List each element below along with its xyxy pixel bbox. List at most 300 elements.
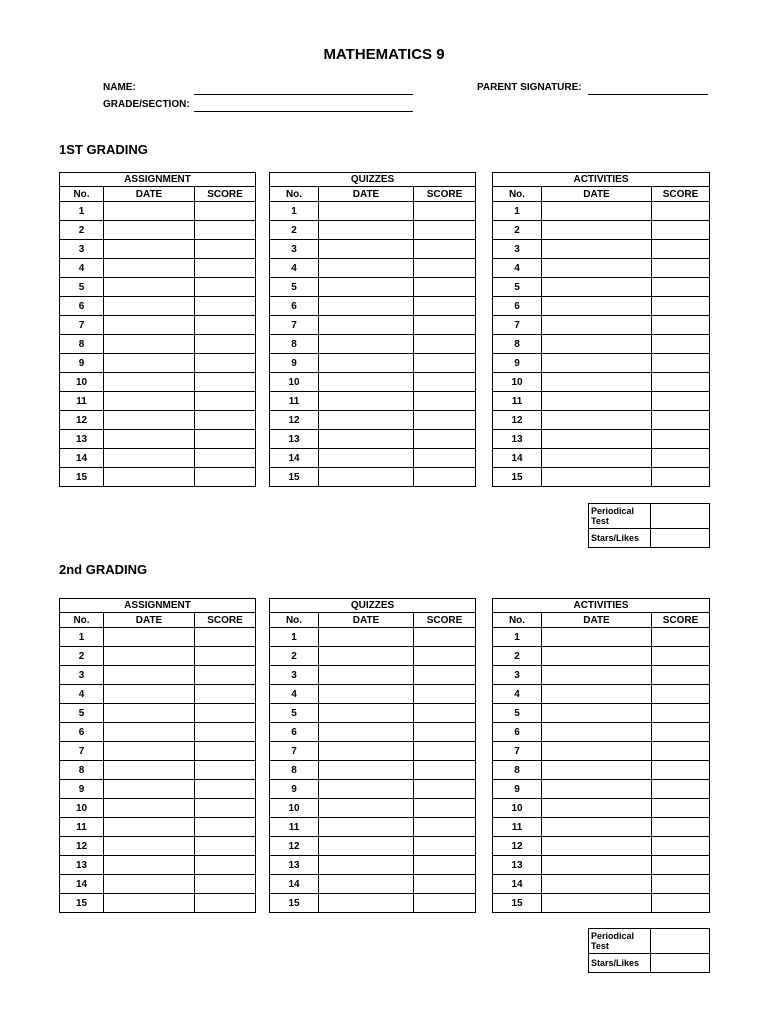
- score-cell[interactable]: [414, 221, 476, 240]
- date-cell[interactable]: [319, 430, 414, 449]
- score-cell[interactable]: [652, 742, 710, 761]
- column-header-no: No.: [493, 187, 542, 202]
- row-number: 8: [60, 761, 104, 780]
- score-cell[interactable]: [414, 335, 476, 354]
- date-cell[interactable]: [104, 411, 195, 430]
- table-row: [270, 780, 476, 799]
- date-cell[interactable]: [104, 666, 195, 685]
- date-cell[interactable]: [104, 894, 195, 913]
- grade-section-field[interactable]: [194, 111, 413, 112]
- row-number: 8: [493, 335, 542, 354]
- date-cell[interactable]: [319, 875, 414, 894]
- table-row: [493, 799, 710, 818]
- date-cell[interactable]: [542, 799, 652, 818]
- periodical-test-score[interactable]: [651, 929, 710, 954]
- score-cell[interactable]: [652, 894, 710, 913]
- assignment-header: ASSIGNMENT: [60, 173, 256, 187]
- score-cell[interactable]: [652, 628, 710, 647]
- date-cell[interactable]: [104, 723, 195, 742]
- date-cell[interactable]: [319, 392, 414, 411]
- row-number: 11: [493, 818, 542, 837]
- date-cell[interactable]: [542, 875, 652, 894]
- score-cell[interactable]: [414, 685, 476, 704]
- row-number: 3: [493, 666, 542, 685]
- table-row: [60, 628, 256, 647]
- row-number: 1: [60, 202, 104, 221]
- row-number: 8: [270, 761, 319, 780]
- date-cell[interactable]: [104, 297, 195, 316]
- score-cell[interactable]: [652, 411, 710, 430]
- table-row: [60, 647, 256, 666]
- row-number: 9: [493, 354, 542, 373]
- score-cell[interactable]: [195, 799, 256, 818]
- date-cell[interactable]: [319, 316, 414, 335]
- date-cell[interactable]: [319, 704, 414, 723]
- table-row: [493, 704, 710, 723]
- score-cell[interactable]: [414, 259, 476, 278]
- score-cell[interactable]: [195, 856, 256, 875]
- score-cell[interactable]: [195, 335, 256, 354]
- date-cell[interactable]: [542, 742, 652, 761]
- date-cell[interactable]: [104, 875, 195, 894]
- date-cell[interactable]: [104, 761, 195, 780]
- score-cell[interactable]: [414, 628, 476, 647]
- table-row: [270, 316, 476, 335]
- score-cell[interactable]: [195, 221, 256, 240]
- date-cell[interactable]: [104, 202, 195, 221]
- score-cell[interactable]: [414, 742, 476, 761]
- parent-signature-field[interactable]: [588, 94, 708, 95]
- score-cell[interactable]: [652, 761, 710, 780]
- date-cell[interactable]: [104, 704, 195, 723]
- table-row: [60, 240, 256, 259]
- date-cell[interactable]: [542, 373, 652, 392]
- score-cell[interactable]: [652, 297, 710, 316]
- row-number: 5: [270, 278, 319, 297]
- stars-likes-score[interactable]: [651, 954, 710, 973]
- score-cell[interactable]: [195, 875, 256, 894]
- score-cell[interactable]: [652, 666, 710, 685]
- score-cell[interactable]: [195, 723, 256, 742]
- score-cell[interactable]: [652, 799, 710, 818]
- date-cell[interactable]: [319, 411, 414, 430]
- score-cell[interactable]: [652, 723, 710, 742]
- row-number: 3: [60, 666, 104, 685]
- date-cell[interactable]: [104, 856, 195, 875]
- row-number: 12: [270, 411, 319, 430]
- score-cell[interactable]: [414, 240, 476, 259]
- table-row: [493, 411, 710, 430]
- date-cell[interactable]: [542, 685, 652, 704]
- stars-likes-label: Stars/Likes: [589, 954, 651, 973]
- score-cell[interactable]: [414, 856, 476, 875]
- score-cell[interactable]: [652, 335, 710, 354]
- score-cell[interactable]: [414, 761, 476, 780]
- column-header-date: DATE: [319, 613, 414, 628]
- table-row: [270, 411, 476, 430]
- date-cell[interactable]: [319, 761, 414, 780]
- column-header-score: SCORE: [652, 613, 710, 628]
- table-row: [493, 297, 710, 316]
- row-number: 1: [270, 202, 319, 221]
- score-cell[interactable]: [414, 468, 476, 487]
- date-cell[interactable]: [104, 335, 195, 354]
- table-row: [493, 316, 710, 335]
- column-header-score: SCORE: [414, 187, 476, 202]
- row-number: 4: [270, 259, 319, 278]
- score-cell[interactable]: [195, 297, 256, 316]
- date-cell[interactable]: [542, 856, 652, 875]
- date-cell[interactable]: [319, 202, 414, 221]
- score-cell[interactable]: [652, 316, 710, 335]
- score-cell[interactable]: [195, 316, 256, 335]
- table-row: [493, 392, 710, 411]
- table-row: [270, 430, 476, 449]
- table-row: [493, 628, 710, 647]
- score-cell[interactable]: [195, 354, 256, 373]
- date-cell[interactable]: [104, 818, 195, 837]
- column-header-date: DATE: [104, 187, 195, 202]
- score-cell[interactable]: [195, 818, 256, 837]
- date-cell[interactable]: [542, 723, 652, 742]
- date-cell[interactable]: [319, 297, 414, 316]
- score-cell[interactable]: [195, 666, 256, 685]
- table-row: [270, 818, 476, 837]
- score-cell[interactable]: [652, 818, 710, 837]
- score-cell[interactable]: [414, 875, 476, 894]
- score-cell[interactable]: [195, 449, 256, 468]
- table-row: [270, 666, 476, 685]
- score-cell[interactable]: [652, 468, 710, 487]
- table-row: [270, 628, 476, 647]
- row-number: 3: [270, 666, 319, 685]
- date-cell[interactable]: [319, 837, 414, 856]
- row-number: 7: [60, 316, 104, 335]
- date-cell[interactable]: [104, 278, 195, 297]
- score-cell[interactable]: [195, 742, 256, 761]
- date-cell[interactable]: [319, 240, 414, 259]
- date-cell[interactable]: [319, 742, 414, 761]
- date-cell[interactable]: [319, 723, 414, 742]
- date-cell[interactable]: [542, 316, 652, 335]
- table-row: [270, 894, 476, 913]
- score-cell[interactable]: [652, 373, 710, 392]
- score-cell[interactable]: [195, 761, 256, 780]
- score-cell[interactable]: [414, 449, 476, 468]
- date-cell[interactable]: [542, 392, 652, 411]
- date-cell[interactable]: [542, 704, 652, 723]
- row-number: 2: [493, 647, 542, 666]
- score-cell[interactable]: [414, 354, 476, 373]
- score-cell[interactable]: [414, 430, 476, 449]
- date-cell[interactable]: [542, 278, 652, 297]
- table-row: [270, 723, 476, 742]
- date-cell[interactable]: [104, 742, 195, 761]
- score-cell[interactable]: [652, 392, 710, 411]
- row-number: 1: [493, 202, 542, 221]
- score-cell[interactable]: [652, 354, 710, 373]
- score-cell[interactable]: [195, 259, 256, 278]
- score-cell[interactable]: [652, 278, 710, 297]
- date-cell[interactable]: [104, 780, 195, 799]
- date-cell[interactable]: [542, 468, 652, 487]
- score-cell[interactable]: [414, 818, 476, 837]
- table-row: [60, 373, 256, 392]
- table-row: [60, 202, 256, 221]
- date-cell[interactable]: [542, 297, 652, 316]
- row-number: 1: [60, 628, 104, 647]
- table-row: [270, 704, 476, 723]
- date-cell[interactable]: [319, 894, 414, 913]
- score-cell[interactable]: [414, 278, 476, 297]
- date-cell[interactable]: [542, 449, 652, 468]
- row-number: 6: [270, 723, 319, 742]
- table-row: [270, 761, 476, 780]
- row-number: 14: [493, 449, 542, 468]
- row-number: 11: [270, 818, 319, 837]
- score-cell[interactable]: [652, 221, 710, 240]
- score-cell[interactable]: [652, 430, 710, 449]
- date-cell[interactable]: [542, 202, 652, 221]
- score-cell[interactable]: [414, 202, 476, 221]
- row-number: 6: [493, 297, 542, 316]
- date-cell[interactable]: [319, 628, 414, 647]
- date-cell[interactable]: [319, 449, 414, 468]
- date-cell[interactable]: [319, 818, 414, 837]
- quizzes-header: QUIZZES: [270, 599, 476, 613]
- grading-heading: 2nd GRADING: [59, 562, 148, 577]
- row-number: 13: [270, 856, 319, 875]
- score-cell[interactable]: [414, 780, 476, 799]
- score-cell[interactable]: [195, 373, 256, 392]
- score-cell[interactable]: [195, 240, 256, 259]
- score-cell[interactable]: [195, 411, 256, 430]
- row-number: 14: [270, 449, 319, 468]
- score-cell[interactable]: [414, 411, 476, 430]
- date-cell[interactable]: [104, 240, 195, 259]
- row-number: 11: [60, 392, 104, 411]
- date-cell[interactable]: [319, 221, 414, 240]
- score-cell[interactable]: [652, 259, 710, 278]
- row-number: 10: [493, 799, 542, 818]
- date-cell[interactable]: [104, 837, 195, 856]
- row-number: 12: [60, 837, 104, 856]
- table-row: [493, 373, 710, 392]
- date-cell[interactable]: [319, 666, 414, 685]
- table-row: [60, 392, 256, 411]
- row-number: 6: [60, 723, 104, 742]
- score-cell[interactable]: [195, 780, 256, 799]
- score-cell[interactable]: [414, 894, 476, 913]
- date-cell[interactable]: [104, 647, 195, 666]
- score-cell[interactable]: [195, 430, 256, 449]
- row-number: 15: [493, 894, 542, 913]
- date-cell[interactable]: [542, 780, 652, 799]
- row-number: 7: [270, 742, 319, 761]
- date-cell[interactable]: [319, 856, 414, 875]
- table-row: [493, 742, 710, 761]
- score-cell[interactable]: [195, 685, 256, 704]
- date-cell[interactable]: [104, 392, 195, 411]
- date-cell[interactable]: [319, 278, 414, 297]
- table-row: [270, 856, 476, 875]
- row-number: 3: [270, 240, 319, 259]
- table-row: [493, 278, 710, 297]
- date-cell[interactable]: [104, 373, 195, 392]
- column-header-date: DATE: [319, 187, 414, 202]
- score-cell[interactable]: [414, 704, 476, 723]
- score-cell[interactable]: [652, 780, 710, 799]
- date-cell[interactable]: [542, 837, 652, 856]
- date-cell[interactable]: [542, 354, 652, 373]
- row-number: 9: [60, 780, 104, 799]
- table-row: [60, 259, 256, 278]
- row-number: 12: [493, 837, 542, 856]
- table-row: [270, 221, 476, 240]
- activities-table: [492, 598, 710, 913]
- date-cell[interactable]: [542, 894, 652, 913]
- table-row: [270, 202, 476, 221]
- row-number: 9: [493, 780, 542, 799]
- stars-likes-label: Stars/Likes: [589, 529, 651, 548]
- date-cell[interactable]: [104, 221, 195, 240]
- date-cell[interactable]: [542, 628, 652, 647]
- score-cell[interactable]: [195, 837, 256, 856]
- score-cell[interactable]: [414, 666, 476, 685]
- table-row: [270, 240, 476, 259]
- date-cell[interactable]: [319, 468, 414, 487]
- column-header-date: DATE: [104, 613, 195, 628]
- date-cell[interactable]: [104, 628, 195, 647]
- score-cell[interactable]: [414, 297, 476, 316]
- date-cell[interactable]: [542, 647, 652, 666]
- date-cell[interactable]: [104, 449, 195, 468]
- row-number: 12: [493, 411, 542, 430]
- date-cell[interactable]: [542, 335, 652, 354]
- quizzes-header: QUIZZES: [270, 173, 476, 187]
- date-cell[interactable]: [104, 316, 195, 335]
- score-cell[interactable]: [652, 240, 710, 259]
- table-row: [270, 449, 476, 468]
- table-row: [60, 278, 256, 297]
- name-field[interactable]: [194, 94, 413, 95]
- table-row: [493, 685, 710, 704]
- row-number: 4: [60, 259, 104, 278]
- row-number: 2: [270, 221, 319, 240]
- row-number: 2: [493, 221, 542, 240]
- date-cell[interactable]: [319, 373, 414, 392]
- date-cell[interactable]: [319, 259, 414, 278]
- date-cell[interactable]: [104, 685, 195, 704]
- table-row: [270, 392, 476, 411]
- date-cell[interactable]: [542, 259, 652, 278]
- score-cell[interactable]: [652, 875, 710, 894]
- date-cell[interactable]: [319, 799, 414, 818]
- table-row: [270, 335, 476, 354]
- grade-section-label: GRADE/SECTION:: [103, 99, 190, 110]
- score-cell[interactable]: [652, 704, 710, 723]
- date-cell[interactable]: [542, 221, 652, 240]
- table-row: [60, 666, 256, 685]
- score-cell[interactable]: [652, 837, 710, 856]
- score-cell[interactable]: [652, 685, 710, 704]
- table-row: [270, 685, 476, 704]
- grading-heading: 1ST GRADING: [59, 142, 148, 157]
- score-cell[interactable]: [414, 316, 476, 335]
- date-cell[interactable]: [542, 240, 652, 259]
- row-number: 3: [493, 240, 542, 259]
- date-cell[interactable]: [319, 780, 414, 799]
- periodical-test-score[interactable]: [651, 504, 710, 529]
- table-row: [493, 259, 710, 278]
- score-cell[interactable]: [414, 392, 476, 411]
- date-cell[interactable]: [319, 335, 414, 354]
- row-number: 9: [60, 354, 104, 373]
- date-cell[interactable]: [319, 354, 414, 373]
- score-cell[interactable]: [414, 373, 476, 392]
- date-cell[interactable]: [542, 761, 652, 780]
- score-cell[interactable]: [652, 647, 710, 666]
- score-cell[interactable]: [195, 894, 256, 913]
- score-cell[interactable]: [195, 647, 256, 666]
- row-number: 10: [270, 799, 319, 818]
- date-cell[interactable]: [319, 647, 414, 666]
- periodical-test-label: Periodical Test: [589, 929, 651, 954]
- row-number: 8: [493, 761, 542, 780]
- score-cell[interactable]: [414, 647, 476, 666]
- date-cell[interactable]: [104, 468, 195, 487]
- table-row: [493, 894, 710, 913]
- table-row: [270, 742, 476, 761]
- date-cell[interactable]: [542, 411, 652, 430]
- row-number: 7: [270, 316, 319, 335]
- date-cell[interactable]: [542, 666, 652, 685]
- score-cell[interactable]: [652, 202, 710, 221]
- score-cell[interactable]: [195, 392, 256, 411]
- row-number: 11: [270, 392, 319, 411]
- score-cell[interactable]: [414, 799, 476, 818]
- row-number: 13: [493, 430, 542, 449]
- date-cell[interactable]: [542, 818, 652, 837]
- score-cell[interactable]: [195, 628, 256, 647]
- column-header-score: SCORE: [652, 187, 710, 202]
- table-row: [60, 856, 256, 875]
- date-cell[interactable]: [104, 799, 195, 818]
- score-cell[interactable]: [652, 856, 710, 875]
- row-number: 6: [60, 297, 104, 316]
- score-cell[interactable]: [652, 449, 710, 468]
- table-row: [493, 335, 710, 354]
- table-row: [60, 704, 256, 723]
- score-cell[interactable]: [195, 468, 256, 487]
- column-header-date: DATE: [542, 187, 652, 202]
- score-cell[interactable]: [414, 837, 476, 856]
- table-row: [270, 297, 476, 316]
- score-cell[interactable]: [195, 202, 256, 221]
- date-cell[interactable]: [104, 430, 195, 449]
- score-cell[interactable]: [414, 723, 476, 742]
- score-cell[interactable]: [195, 704, 256, 723]
- column-header-no: No.: [60, 187, 104, 202]
- date-cell[interactable]: [319, 685, 414, 704]
- date-cell[interactable]: [104, 354, 195, 373]
- date-cell[interactable]: [104, 259, 195, 278]
- stars-likes-score[interactable]: [651, 529, 710, 548]
- score-cell[interactable]: [195, 278, 256, 297]
- table-row: [270, 354, 476, 373]
- column-header-date: DATE: [542, 613, 652, 628]
- date-cell[interactable]: [542, 430, 652, 449]
